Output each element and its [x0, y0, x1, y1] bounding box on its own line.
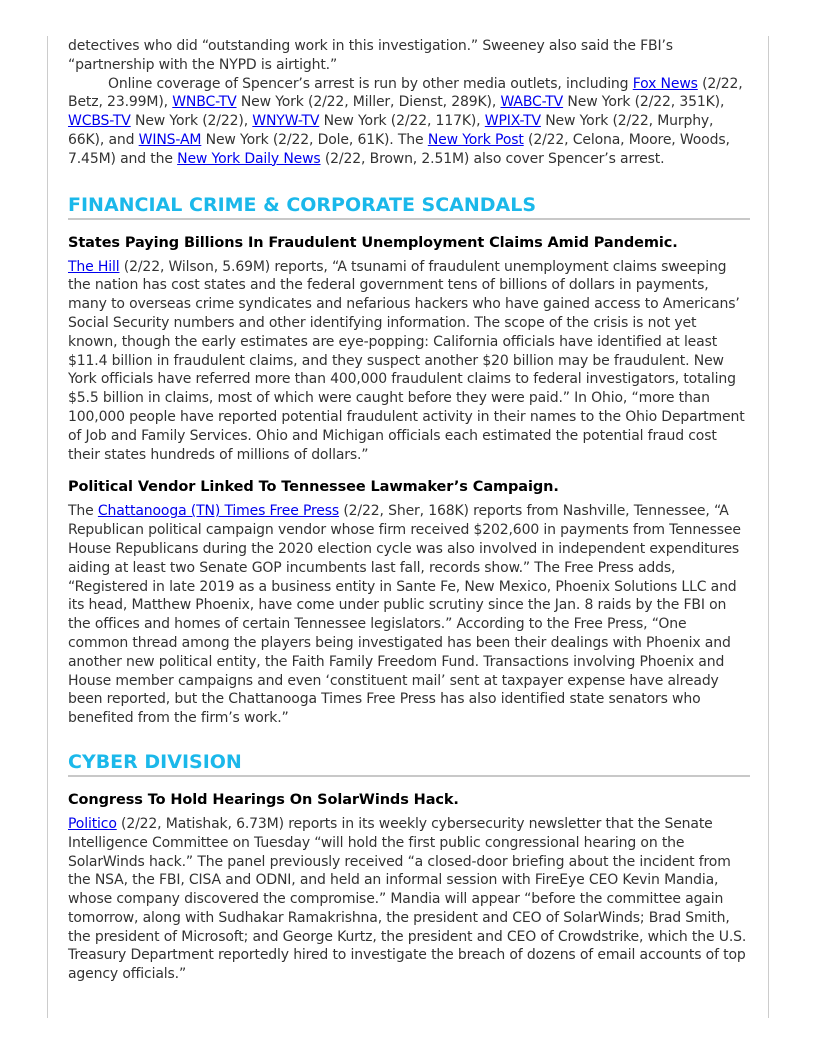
paragraph-text: New York (2/22, Dole, 61K). The — [201, 131, 428, 148]
paragraph-text: (2/22, Celona, Moore, Woods, 7.45M) and the — [68, 131, 730, 167]
paragraph-text: (2/22, Wilson, 5.69M) reports, “A tsunami of fraudulent unemployment claims sweeping the nation has cost states and the federal government tens of billions of dollars in payments, many to overseas crime syndicates and nefarious hackers who have gained access to Americans’ Social Security numbers and other identifying information. The scope of the crisis is not yet known, though the early estimates are eye-popping: California officials have identified at least $11.4 billion in fraudulent claims, and they suspect another $20 billion may be fraudulent. New York officials have referred more than 400,000 fraudulent claims to federal investigators, totaling $5.5 billion in claims, most of which were caught before they were paid.” In Ohio, “more than 100,000 people have reported potential fraudulent activity in their names to the Ohio Department of Job and Family Services. Ohio and Michigan officials each estimated the potential fraud cost their states hundreds of millions of dollars.” — [68, 258, 745, 463]
paragraph-text: New York (2/22, Murphy, 66K), and — [68, 113, 714, 148]
paragraph-text: The — [68, 503, 98, 520]
article-headline: Political Vendor Linked To Tennessee Lawmaker’s Campaign. — [68, 479, 559, 496]
section-heading: FINANCIAL CRIME & CORPORATE SCANDALS — [68, 193, 750, 220]
paragraph-text: detectives who did “outstanding work in this investigation.” Sweeney also said the FBI’s “partnership with the NYPD is airtight.” — [68, 38, 673, 73]
source-link[interactable]: WABC-TV — [500, 94, 564, 111]
source-link[interactable]: WNBC-TV — [172, 94, 237, 111]
source-link[interactable]: The Hill — [68, 258, 120, 275]
article-paragraph — [68, 502, 750, 728]
article-paragraph — [68, 75, 750, 169]
paragraph-text: (2/22, Sher, 168K) reports from Nashville, Tennessee, “A Republican political campaign vendor whose firm received $202,600 in payments from Tennessee House Republicans during the 2020 election cycle was also involved in independent expenditures aiding at least two Senate GOP incumbents last fall, records show.” The Free Press adds, “Registered in late 2019 as a business entity in Sante Fe, New Mexico, Phoenix Solutions LLC and its head, Matthew Phoenix, have come under public scrutiny since the Jan. 8 raids by the FBI on the offices and homes of certain Tennessee legislators.” According to the Free Press, “One common thread among the players being investigated has been their dealings with Phoenix and another new political entity, the Faith Family Freedom Fund. Transactions involving Phoenix and House member campaigns and even ‘constituent mail’ sent at taxpayer expense have already been reported, but the Chattanooga Times Free Press has also identified state senators who benefited from the firm’s work.” — [68, 503, 741, 727]
source-link[interactable]: Fox News — [632, 75, 698, 92]
paragraph-text: New York (2/22, 117K), — [319, 113, 485, 130]
article-content — [68, 37, 750, 984]
source-link[interactable]: Politico — [68, 815, 117, 832]
article-headline: States Paying Billions In Fraudulent Unemployment Claims Amid Pandemic. — [68, 234, 678, 251]
paragraph-text: (2/22, Betz, 23.99M), — [68, 75, 743, 111]
source-link[interactable]: WCBS-TV — [68, 113, 131, 130]
source-link[interactable]: New York Daily News — [177, 150, 321, 167]
source-link[interactable]: WPIX-TV — [484, 113, 541, 130]
section-heading: CYBER DIVISION — [68, 750, 750, 777]
paragraph-text: New York (2/22), — [130, 113, 253, 130]
source-link[interactable]: Chattanooga (TN) Times Free Press — [97, 503, 340, 520]
paragraph-text: New York (2/22, Miller, Dienst, 289K), — [236, 94, 501, 111]
paragraph-text: Online coverage of Spencer’s arrest is run by other media outlets, including — [108, 75, 633, 92]
article-headline: Congress To Hold Hearings On SolarWinds Hack. — [68, 791, 459, 808]
paragraph-text: (2/22, Brown, 2.51M) also cover Spencer’s arrest. — [320, 150, 665, 167]
source-link[interactable]: WNYW-TV — [252, 113, 320, 130]
source-link[interactable]: New York Post — [427, 131, 524, 148]
article-paragraph — [68, 37, 750, 75]
source-link[interactable]: WINS-AM — [138, 131, 202, 148]
paragraph-text: New York (2/22, 351K), — [563, 94, 725, 111]
article-paragraph — [68, 815, 750, 984]
article-paragraph — [68, 258, 750, 465]
paragraph-text: (2/22, Matishak, 6.73M) reports in its weekly cybersecurity newsletter that the Senate Intelligence Committee on Tuesday “will hold the first public congressional hearing on the SolarWinds hack.” The panel previously received “a closed-door briefing about the incident from the NSA, the FBI, CISA and ODNI, and held an informal session with FireEye CEO Kevin Mandia, whose company discovered the compromise.” Mandia will appear “before the committee again tomorrow, along with Sudhakar Ramakrishna, the president and CEO of SolarWinds; Brad Smith, the president of Microsoft; and George Kurtz, the president and CEO of Crowdstrike, which the U.S. Treasury Department reportedly hired to investigate the breach of dozens of email accounts of top agency officials.” — [68, 815, 747, 983]
